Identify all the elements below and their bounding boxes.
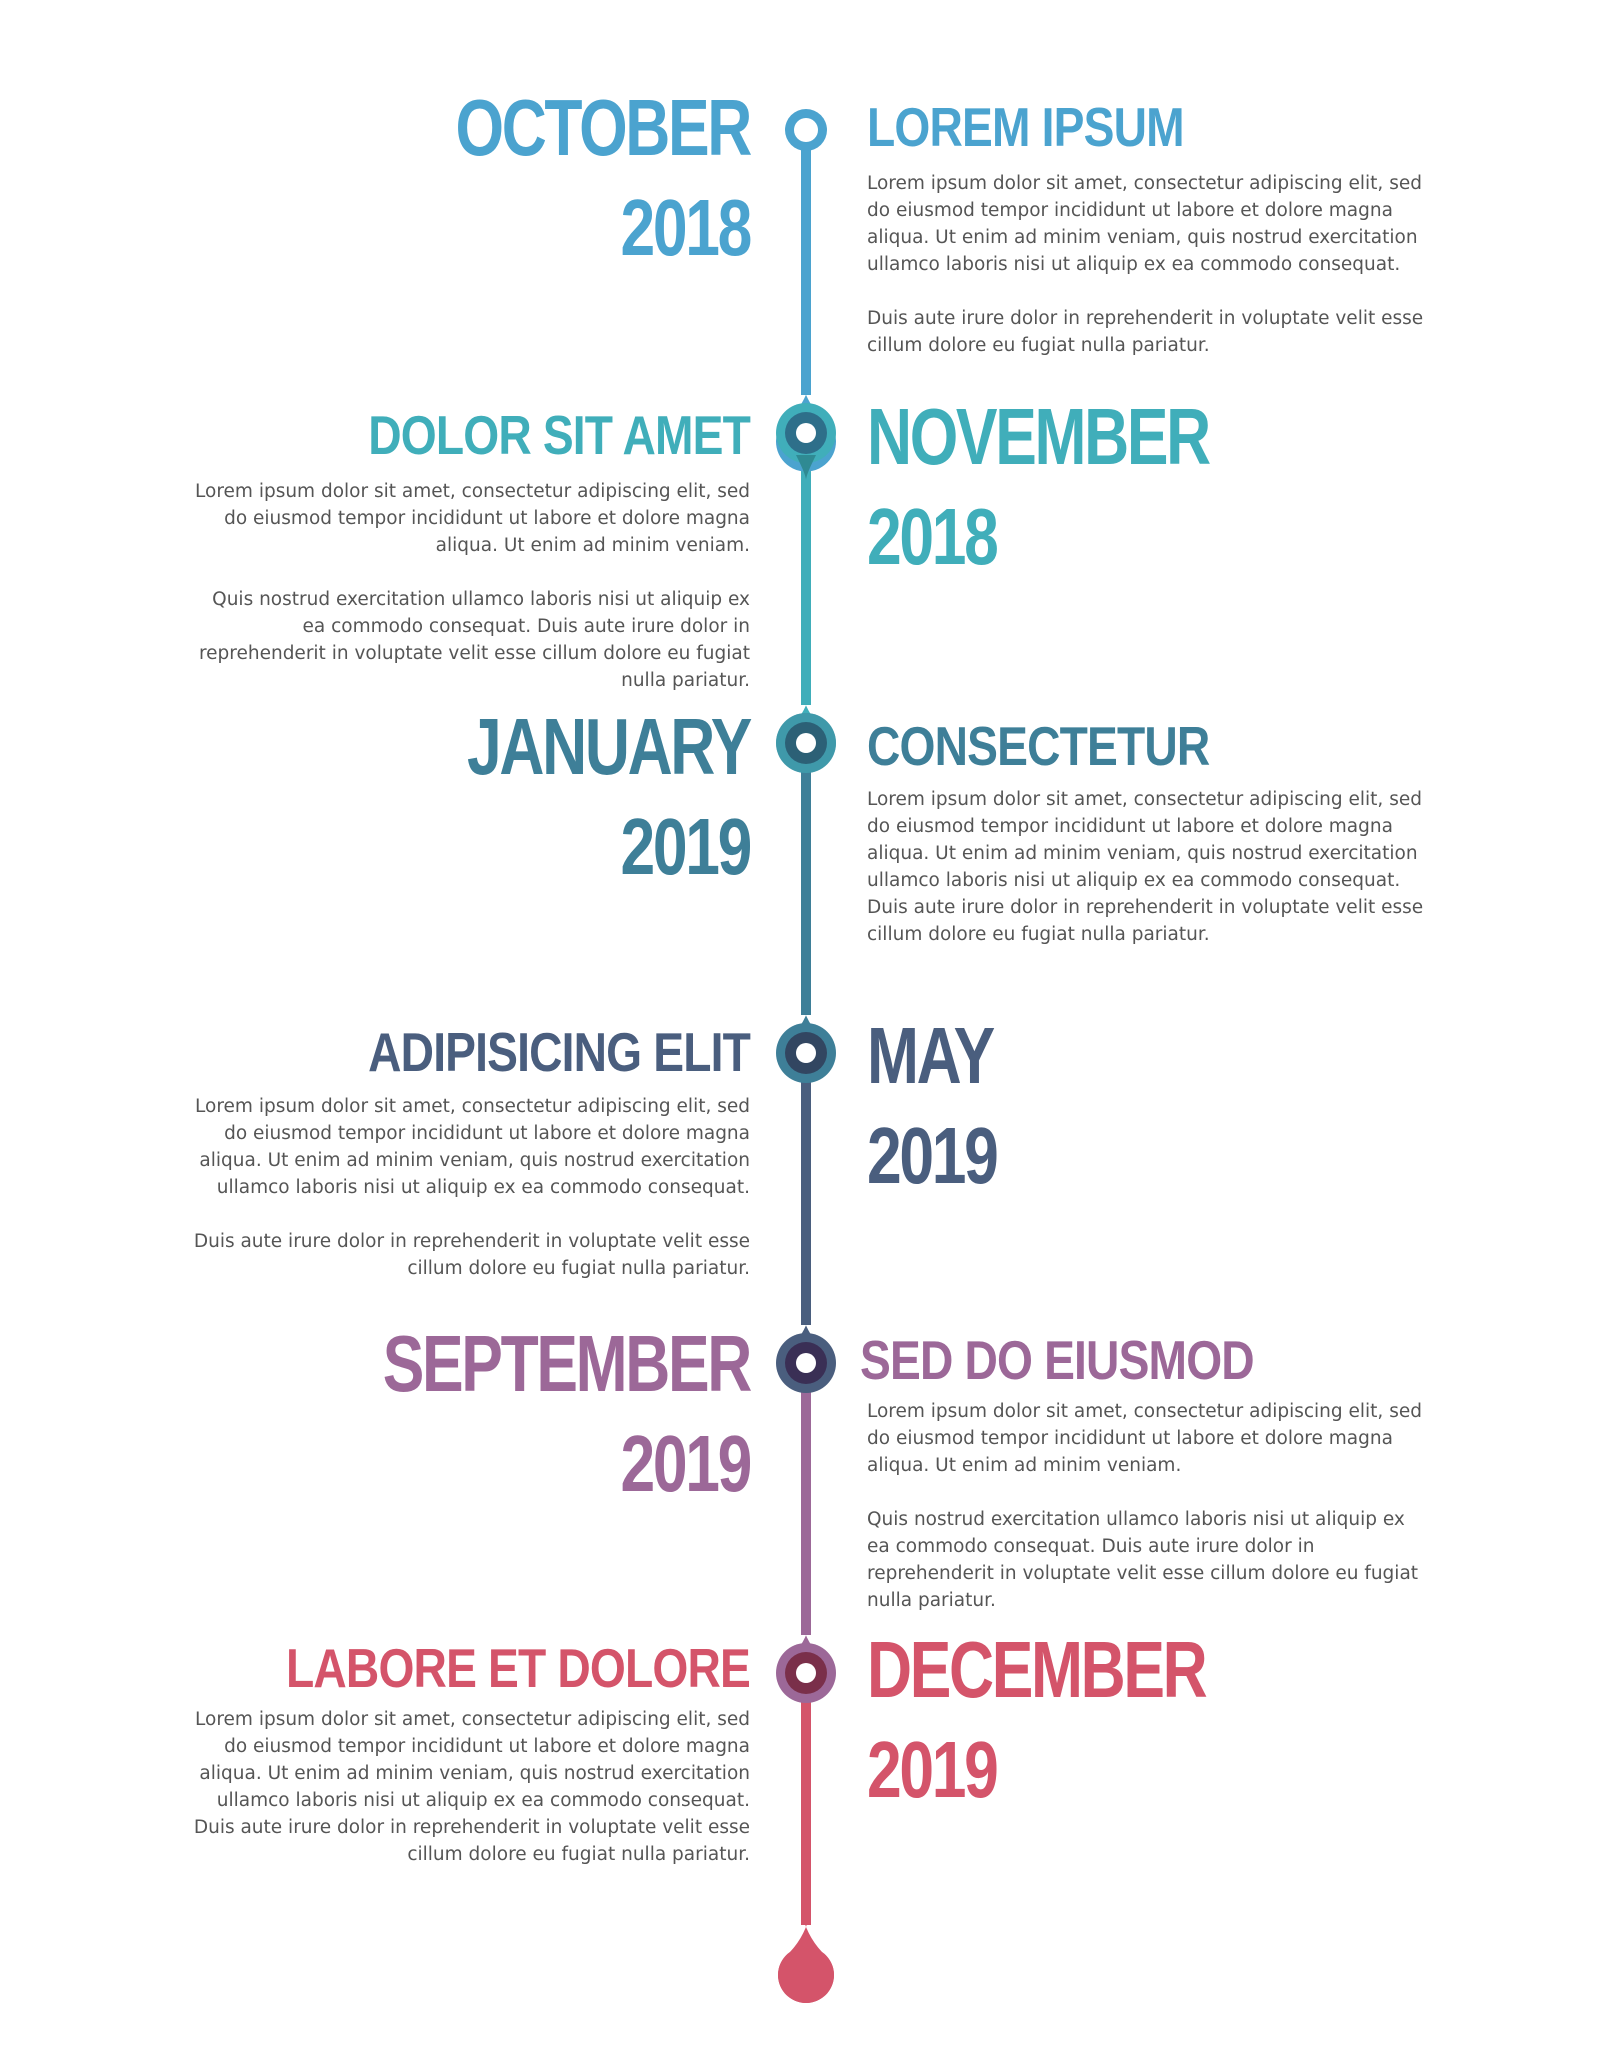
entry-6-date [867, 1620, 1273, 1820]
timeline-segment-5 [801, 1365, 811, 1635]
entry-5-paragraph-1: Lorem ipsum dolor sit amet, consectetur adipiscing elit, sed do eiusmod tempor incididunt ut labore et dolore magna aliqua. Ut enim ad minim veniam. [867, 1401, 1422, 1476]
timeline-end-drop [778, 1910, 834, 2003]
entry-6-description [185, 1706, 750, 1868]
timeline-node-3 [776, 690, 836, 773]
entry-2-paragraph-1: Lorem ipsum dolor sit amet, consectetur adipiscing elit, sed do eiusmod tempor incididunt ut labore et dolore magna aliqua. Ut enim ad minim veniam. [195, 481, 750, 556]
timeline-segment-6 [801, 1675, 811, 1925]
entry-1-month: OCTOBER [455, 83, 750, 172]
entry-3-paragraph-2: Duis aute irure dolor in reprehenderit in voluptate velit esse cillum dolore eu fugiat nulla pariatur. [867, 897, 1424, 945]
entry-4-month: MAY [867, 1011, 993, 1100]
entry-2-title: DOLOR SIT AMET [368, 404, 750, 466]
entry-2-year: 2018 [867, 492, 997, 581]
entry-3-title: CONSECTETUR [867, 715, 1210, 777]
entry-2-month: NOVEMBER [867, 392, 1209, 481]
timeline-node-4 [776, 1000, 836, 1083]
entry-1-paragraph-2: Duis aute irure dolor in reprehenderit in voluptate velit esse cillum dolore eu fugiat nulla pariatur. [867, 308, 1424, 356]
timeline-node-2 [776, 380, 836, 480]
entry-5-title: SED DO EIUSMOD [860, 1329, 1254, 1391]
timeline-node-5 [776, 1310, 836, 1393]
entry-4-year: 2019 [867, 1111, 997, 1200]
entry-4-date [867, 1006, 1273, 1206]
entry-5-year: 2019 [620, 1419, 750, 1508]
timeline-segment-3 [801, 745, 811, 1015]
entry-4-description [185, 1093, 750, 1282]
timeline-segment-4 [801, 1055, 811, 1325]
entry-4-paragraph-1: Lorem ipsum dolor sit amet, consectetur adipiscing elit, sed do eiusmod tempor incididunt ut labore et dolore magna aliqua. Ut enim ad minim veniam, quis nostrud exercitation ullamco laboris nisi ut aliquip ex ea commodo consequat. [195, 1096, 750, 1198]
entry-3-date [344, 697, 750, 897]
entry-6-paragraph-1: Lorem ipsum dolor sit amet, consectetur adipiscing elit, sed do eiusmod tempor incididunt ut labore et dolore magna aliqua. Ut enim ad minim veniam, quis nostrud exercitation ullamco laboris nisi ut aliquip ex ea commodo consequat. Duis aute irure dolor in reprehenderit in voluptate velit esse cillum dolore eu fugiat nulla pariatur. [193, 1709, 750, 1865]
entry-1-paragraph-1: Lorem ipsum dolor sit amet, consectetur adipiscing elit, sed do eiusmod tempor incididunt ut labore et dolore magna aliqua. Ut enim ad minim veniam, quis nostrud exercitation ullamco laboris nisi ut aliquip ex ea commodo consequat. [867, 173, 1422, 275]
entry-2-description [185, 478, 750, 694]
entry-3-description [867, 786, 1432, 948]
entry-3-year: 2019 [620, 802, 750, 891]
entry-4-paragraph-2: Duis aute irure dolor in reprehenderit in voluptate velit esse cillum dolore eu fugiat nulla pariatur. [193, 1231, 750, 1279]
entry-3-month: JANUARY [467, 702, 750, 791]
entry-6-month: DECEMBER [867, 1625, 1206, 1714]
entry-5-description [867, 1398, 1432, 1614]
entry-5-month: SEPTEMBER [382, 1319, 750, 1408]
timeline-node-6 [776, 1620, 836, 1703]
entry-2-paragraph-2: Quis nostrud exercitation ullamco laboris nisi ut aliquip ex ea commodo consequat. Duis aute irure dolor in reprehenderit in voluptate velit esse cillum dolore eu fugiat nulla pariatur. [198, 589, 750, 691]
entry-1-title: LOREM IPSUM [867, 96, 1184, 158]
timeline-segment-1 [801, 135, 811, 395]
entry-1-date [344, 78, 750, 278]
entry-5-paragraph-2: Quis nostrud exercitation ullamco laboris nisi ut aliquip ex ea commodo consequat. Duis aute irure dolor in reprehenderit in voluptate velit esse cillum dolore eu fugiat nulla pariatur. [867, 1509, 1419, 1611]
entry-6-year: 2019 [867, 1725, 997, 1814]
entry-5-date [344, 1314, 750, 1514]
entry-6-title: LABORE ET DOLORE [286, 1637, 750, 1699]
timeline-node-1 [785, 109, 827, 151]
entry-1-description [867, 170, 1432, 359]
entry-2-date [867, 387, 1273, 587]
entry-4-title: ADIPISICING ELIT [368, 1021, 750, 1083]
entry-1-year: 2018 [620, 183, 750, 272]
entry-3-paragraph-1: Lorem ipsum dolor sit amet, consectetur adipiscing elit, sed do eiusmod tempor incididunt ut labore et dolore magna aliqua. Ut enim ad minim veniam, quis nostrud exercitation ullamco laboris nisi ut aliquip ex ea commodo consequat. [867, 789, 1422, 891]
